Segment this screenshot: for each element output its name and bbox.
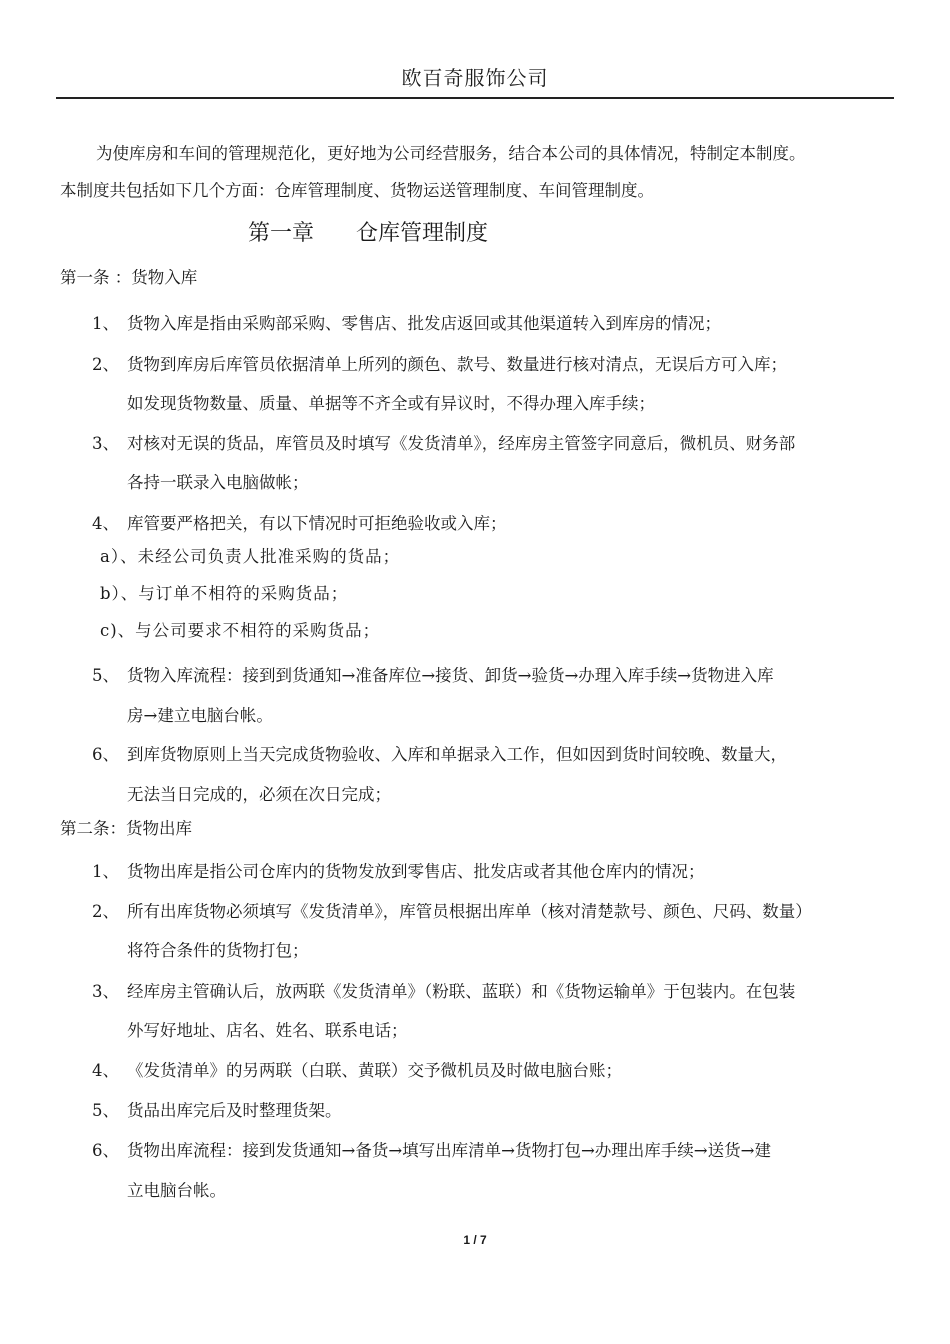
list-item-text: 经库房主管确认后，放两联《发货清单》（粉联、蓝联）和《货物运输单》于包装内。在包装 — [127, 982, 796, 1001]
chapter-label: 第一章 — [248, 221, 315, 246]
list-item-number: 1、 — [92, 314, 119, 333]
chapter-heading — [248, 216, 488, 247]
page-number: 1 / 7 — [463, 1233, 487, 1247]
list-item-text: 货物入库流程：接到到货通知→准备库位→接货、卸货→验货→办理入库手续→货物进入库 — [127, 666, 774, 685]
list-item-number: 4、 — [92, 514, 119, 533]
list-item-text: 对核对无误的货品，库管员及时填写《发货清单》，经库房主管签字同意后，微机员、财务部 — [127, 434, 796, 453]
list-item-number: 6、 — [92, 1141, 119, 1160]
list-item-text: 货物入库是指由采购部采购、零售店、批发店返回或其他渠道转入到库房的情况； — [127, 314, 721, 333]
list-item-number: 1、 — [92, 862, 119, 881]
list-item-text-continued: 各持一联录入电脑做帐； — [127, 473, 309, 492]
list-item-text-continued: 立电脑台帐。 — [127, 1181, 226, 1200]
list-item-number: 5、 — [92, 666, 119, 685]
list-item-text: 库管要严格把关，有以下情况时可拒绝验收或入库； — [127, 514, 507, 533]
list-item-text: 《发货清单》的另两联（白联、黄联）交予微机员及时做电脑台账； — [127, 1061, 622, 1080]
list-item-text: 货物到库房后库管员依据清单上所列的颜色、款号、数量进行核对清点，无误后方可入库； — [127, 355, 787, 374]
header-divider — [56, 97, 894, 99]
list-item-number: 2、 — [92, 355, 119, 374]
list-item-text-continued: 无法当日完成的，必须在次日完成； — [127, 785, 391, 804]
intro-paragraph-line-2: 本制度共包括如下几个方面：仓库管理制度、货物运送管理制度、车间管理制度。 — [60, 181, 654, 200]
list-item-number: 2、 — [92, 902, 119, 921]
list-item-number: 3、 — [92, 434, 119, 453]
section-2-title: 第二条：货物出库 — [60, 819, 192, 838]
sub-item-a: a）、未经公司负责人批准采购的货品； — [100, 547, 401, 566]
company-header-title: 欧百奇服饰公司 — [401, 66, 549, 90]
list-item-text-continued: 房→建立电脑台帐。 — [127, 706, 273, 725]
list-item-text: 货物出库流程：接到发货通知→备货→填写出库清单→货物打包→办理出库手续→送货→建 — [127, 1141, 771, 1160]
list-item-text: 货品出库完后及时整理货架。 — [127, 1101, 342, 1120]
list-item-text-continued: 外写好地址、店名、姓名、联系电话； — [127, 1021, 408, 1040]
sub-item-c: c)、与公司要求不相符的采购货品； — [100, 621, 381, 640]
list-item-number: 3、 — [92, 982, 119, 1001]
list-item-text: 所有出库货物必须填写《发货清单》，库管员根据出库单（核对清楚款号、颜色、尺码、数量） — [127, 902, 812, 921]
list-item-text: 货物出库是指公司仓库内的货物发放到零售店、批发店或者其他仓库内的情况； — [127, 862, 705, 881]
list-item-text: 到库货物原则上当天完成货物验收、入库和单据录入工作，但如因到货时间较晚、数量大， — [127, 745, 787, 764]
list-item-number: 4、 — [92, 1061, 119, 1080]
sub-item-b: b）、与订单不相符的采购货品； — [100, 584, 349, 603]
list-item-text-continued: 将符合条件的货物打包； — [127, 941, 309, 960]
section-1-title: 第一条 ：货物入库 — [60, 268, 198, 287]
list-item-number: 5、 — [92, 1101, 119, 1120]
list-item-text-continued: 如发现货物数量、质量、单据等不齐全或有异议时，不得办理入库手续； — [127, 394, 655, 413]
intro-paragraph-line-1: 为使库房和车间的管理规范化，更好地为公司经营服务，结合本公司的具体情况，特制定本制度。 — [96, 144, 806, 163]
chapter-title: 仓库管理制度 — [356, 221, 489, 246]
list-item-number: 6、 — [92, 745, 119, 764]
